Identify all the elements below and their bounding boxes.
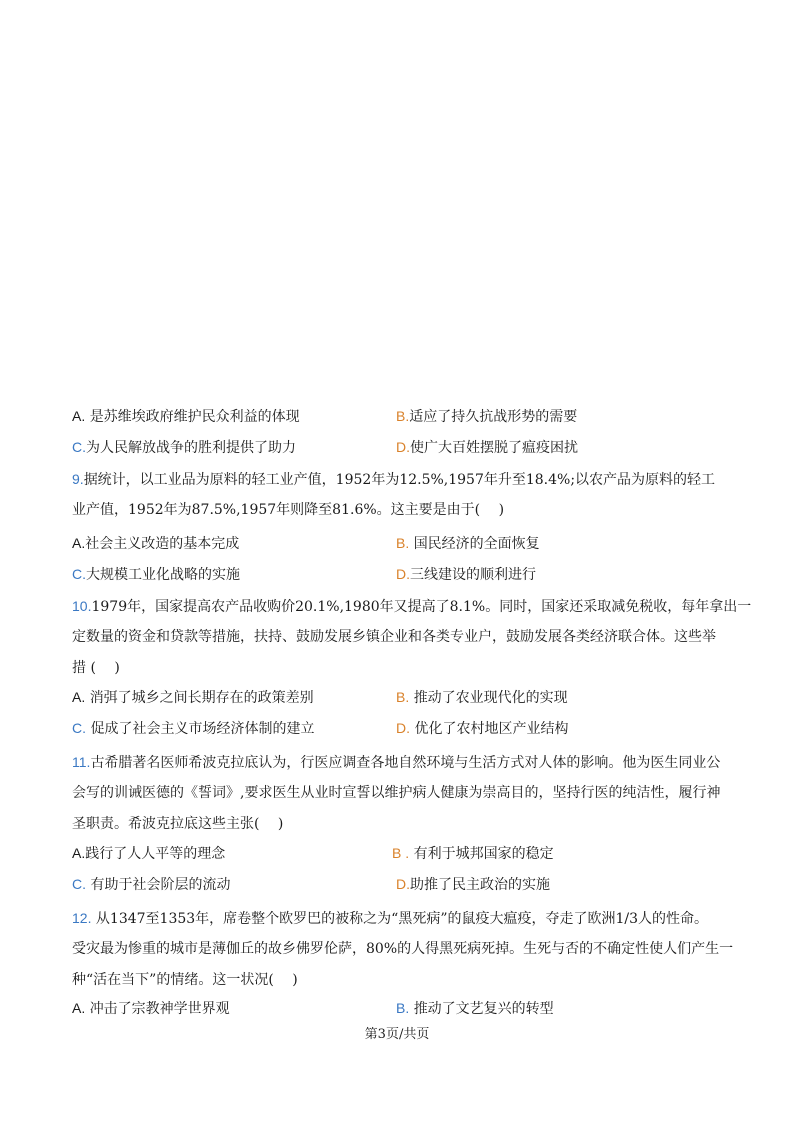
q12-option-b[interactable]: B. 推动了文艺复兴的转型 [396, 1000, 554, 1017]
q11-option-b[interactable]: B . 有利于城邦国家的稳定 [392, 845, 554, 862]
q11-options-row-2 [72, 873, 732, 895]
q12-option-a[interactable]: A. 冲击了宗教神学世界观 [72, 1000, 230, 1017]
q12-stem [72, 903, 732, 996]
q8-option-d[interactable]: D.使广大百姓摆脱了瘟疫困扰 [396, 439, 578, 456]
q11-option-a[interactable]: A.践行了人人平等的理念 [72, 845, 226, 862]
q11-stem [72, 747, 732, 840]
q9-option-d[interactable]: D.三线建设的顺利进行 [396, 566, 536, 583]
q11-stem-line-3: 圣职责。希波克拉底这些主张( ) [72, 816, 284, 832]
q8-option-b[interactable]: B.适应了持久抗战形势的需要 [396, 408, 578, 425]
q11-stem-line-2: 会写的训诫医德的《誓词》,要求医生从业时宣誓以维护病人健康为崇高目的，坚持行医的纯洁性，履行神 [72, 785, 721, 801]
q10-stem-line-1: 10.1979年，国家提高农产品收购价20.1%,1980年又提高了8.1%。同时，国家还采取减免税收，每年拿出一 [72, 598, 752, 615]
q10-option-b[interactable]: B. 推动了农业现代化的实现 [396, 689, 568, 706]
q11-option-d[interactable]: D.助推了民主政治的实施 [396, 876, 550, 893]
page-footer: 第3页/共页 [364, 1027, 430, 1042]
q8-options-row-2 [72, 436, 732, 458]
q9-number: 9. [72, 471, 84, 487]
q8-options-row-1 [72, 405, 732, 427]
q10-options-row-1 [72, 686, 732, 708]
q11-options-row-1 [72, 842, 732, 864]
q10-option-d[interactable]: D. 优化了农村地区产业结构 [396, 720, 569, 737]
q9-stem [72, 464, 732, 526]
q12-options-row-1 [72, 997, 732, 1019]
q8-option-a[interactable]: A. 是苏维埃政府维护民众利益的体现 [72, 408, 300, 425]
q12-stem-line-2: 受灾最为惨重的城市是薄伽丘的故乡佛罗伦萨，80%的人得黑死病死掉。生死与否的不确定性使人们产生一 [72, 941, 734, 957]
q10-stem-line-2: 定数量的资金和贷款等措施，扶持、鼓励发展乡镇企业和各类专业户，鼓励发展各类经济联合体。这些举 [72, 629, 716, 645]
q10-options-row-2 [72, 717, 732, 739]
q9-options-row-1 [72, 532, 732, 554]
q9-options-row-2 [72, 563, 732, 585]
q12-number: 12. [72, 910, 92, 926]
q10-stem-line-3: 措 ( ) [72, 660, 120, 676]
q8-option-c[interactable]: C.为人民解放战争的胜利提供了助力 [72, 439, 296, 456]
q12-stem-line-1: 12. 从1347至1353年，席卷整个欧罗巴的被称之为“黑死病”的鼠疫大瘟疫，夺走了欧洲1/3人的性命。 [72, 910, 709, 927]
q10-option-a[interactable]: A. 消弭了城乡之间长期存在的政策差别 [72, 689, 314, 706]
q9-stem-line-1: 9.据统计，以工业品为原料的轻工业产值，1952年为12.5%,1957年升至18.4%;以农产品为原料的轻工 [72, 471, 716, 488]
q10-option-c[interactable]: C. 促成了社会主义市场经济体制的建立 [72, 720, 315, 737]
q9-stem-line-2: 业产值，1952年为87.5%,1957年则降至81.6%。这主要是由于( ) [72, 502, 505, 518]
q11-stem-line-1: 11.古希腊著名医师希波克拉底认为，行医应调查各地自然环境与生活方式对人体的影响。他为医生同业公 [72, 754, 721, 771]
q9-option-b[interactable]: B. 国民经济的全面恢复 [396, 535, 540, 552]
q9-option-c[interactable]: C.大规模工业化战略的实施 [72, 566, 240, 583]
q11-option-c[interactable]: C. 有助于社会阶层的流动 [72, 876, 231, 893]
q11-number: 11. [72, 754, 91, 770]
q9-option-a[interactable]: A.社会主义改造的基本完成 [72, 535, 240, 552]
q10-stem [72, 591, 752, 684]
q12-stem-line-3: 种“活在当下”的情绪。这一状况( ) [72, 972, 298, 988]
q10-number: 10. [72, 598, 92, 614]
